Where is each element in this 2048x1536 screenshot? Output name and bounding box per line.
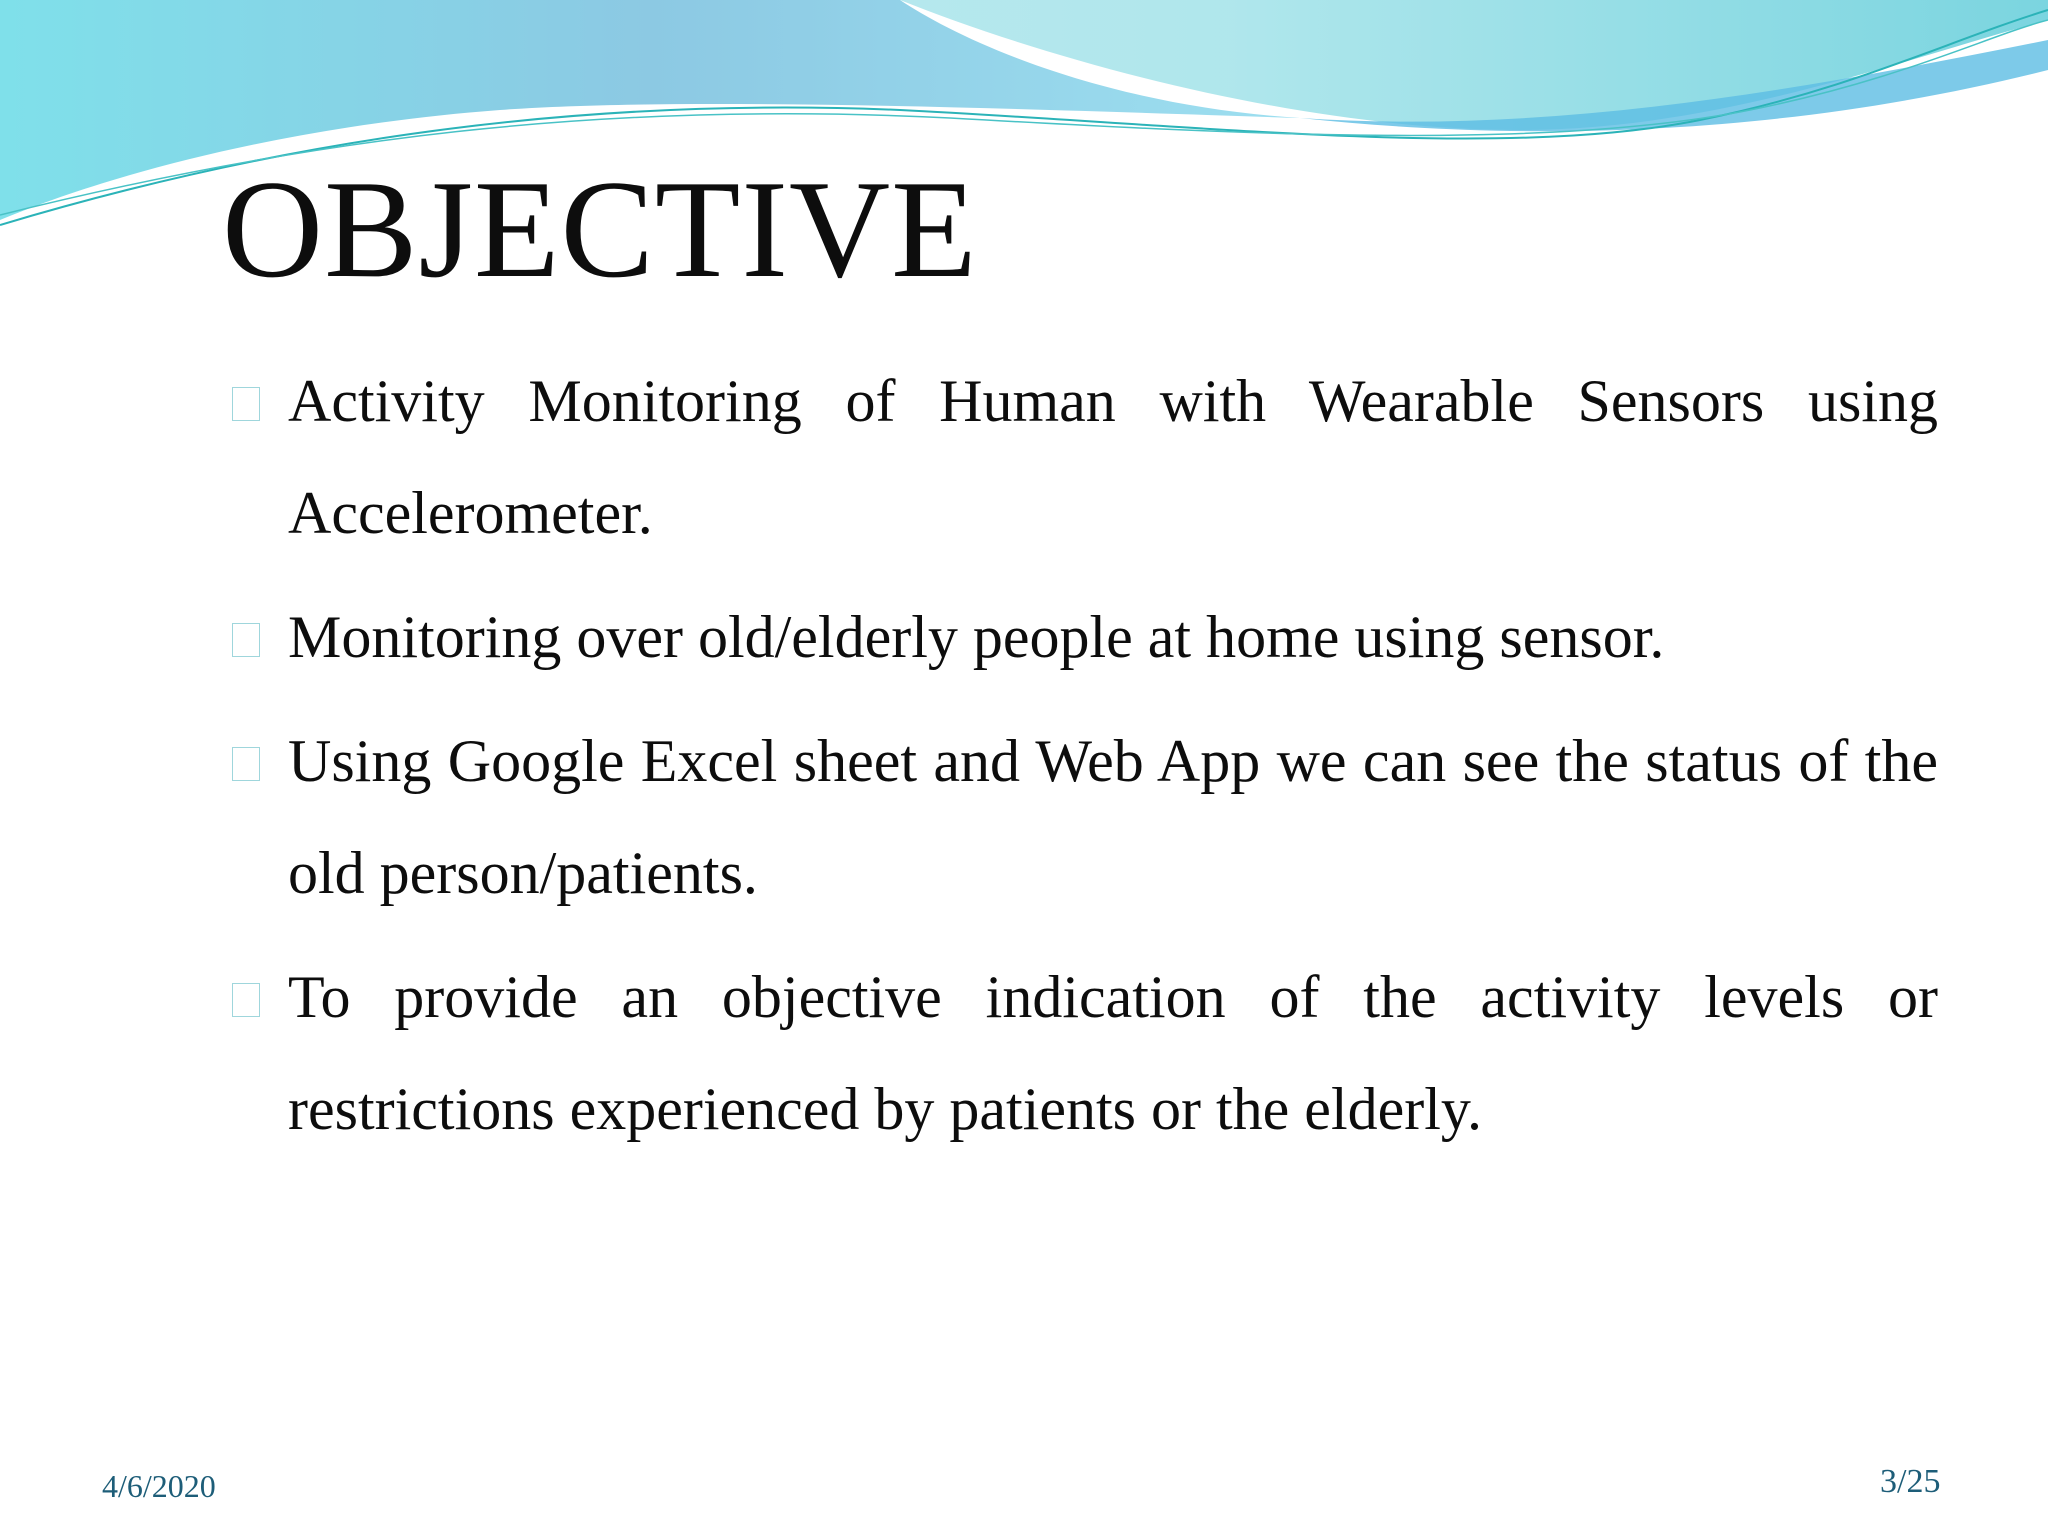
bullet-square-icon [232,623,260,657]
slide-page-number: 3/25 [1880,1463,1941,1500]
slide-title: OBJECTIVE [222,152,978,307]
bullet-text: Monitoring over old/elderly people at home using sensor. [288,604,1665,670]
bullet-square-icon [232,387,260,421]
bullet-text: To provide an objective indication of the activity levels or restrictions experienced by patients or the elderly. [288,964,1938,1142]
bullet-text: Activity Monitoring of Human with Wearable Sensors using Accelerometer. [288,368,1938,546]
bullet-item [232,581,1938,693]
bullet-list [232,345,1938,1177]
bullet-square-icon [232,983,260,1017]
bullet-item [232,345,1938,569]
bullet-item [232,705,1938,929]
bullet-item [232,941,1938,1165]
slide-date: 4/6/2020 [102,1468,216,1504]
bullet-text: Using Google Excel sheet and Web App we can see the status of the old person/patients. [288,728,1938,906]
bullet-square-icon [232,747,260,781]
